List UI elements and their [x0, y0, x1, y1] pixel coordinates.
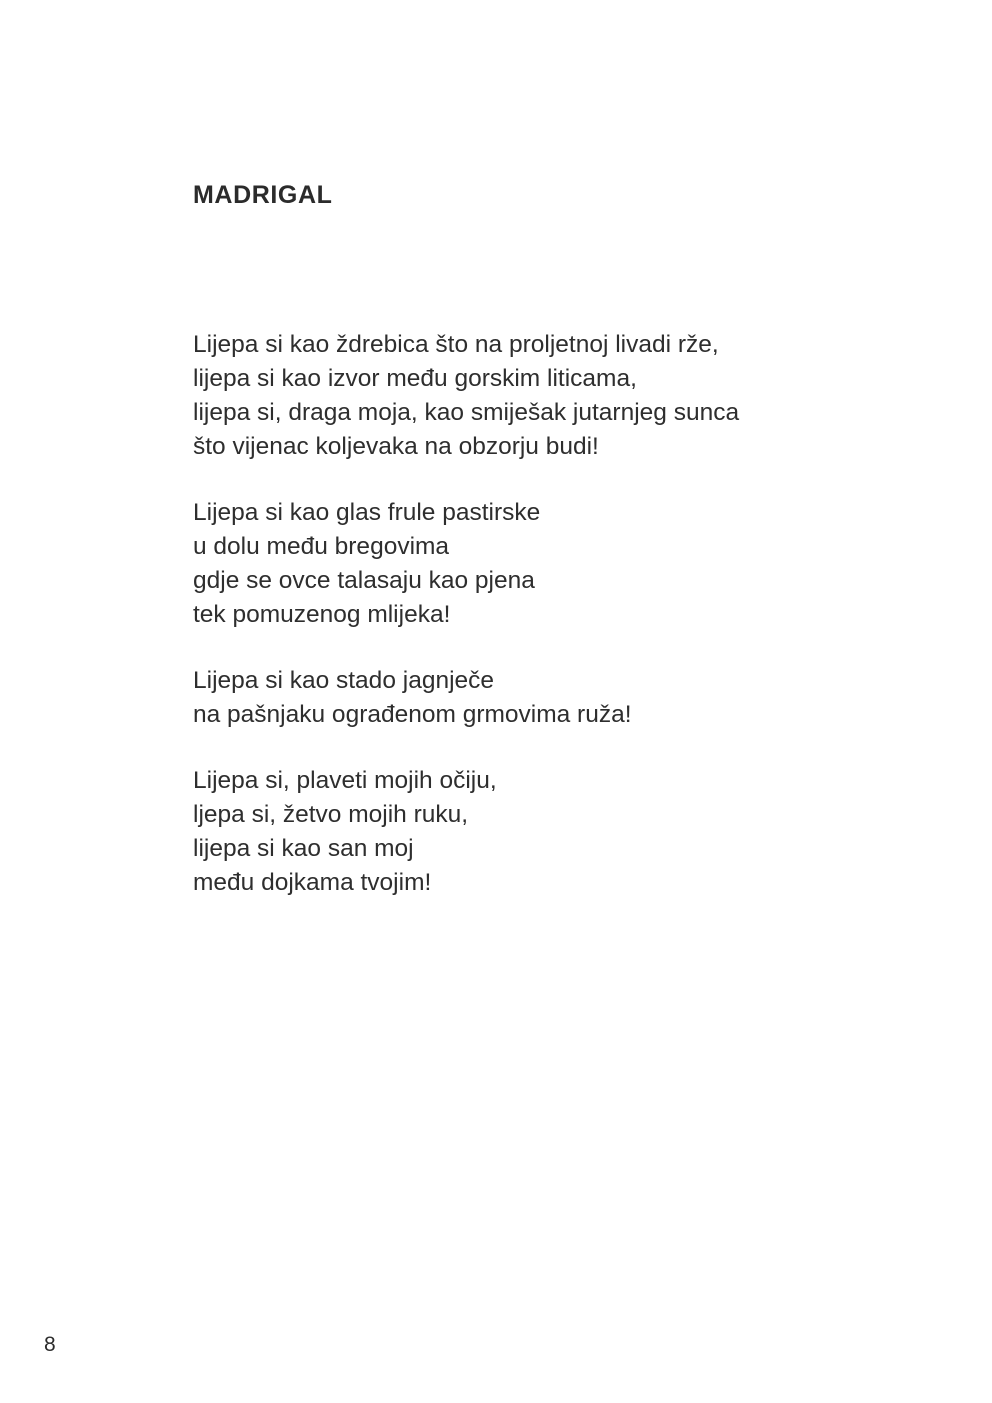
poem-line: lijepa si, draga moja, kao smiješak jutarnjeg sunca [193, 399, 740, 426]
poem-line: gdje se ovce talasaju kao pjena [193, 567, 535, 594]
poem-line: Lijepa si kao ždrebica što na proljetnoj livadi rže, [193, 331, 719, 358]
poem-line: lijepa si kao san moj [193, 835, 414, 862]
poem-line: tek pomuzenog mlijeka! [193, 601, 451, 628]
poem-line: lijepa si kao izvor među gorskim liticama, [193, 365, 637, 392]
poem-line: među dojkama tvojim! [193, 869, 432, 896]
poem-line: na pašnjaku ograđenom grmovima ruža! [193, 701, 632, 728]
poem-line: Lijepa si kao glas frule pastirske [193, 499, 541, 526]
poem-line: u dolu među bregovima [193, 533, 450, 560]
stanza [193, 664, 893, 732]
page-number: 8 [44, 1333, 56, 1356]
poem-line: Lijepa si kao stado jagnječe [193, 667, 495, 694]
poem-body [193, 328, 893, 900]
poem-line: ljepa si, žetvo mojih ruku, [193, 801, 469, 828]
page-title: MADRIGAL [193, 180, 333, 209]
poem-line: Lijepa si, plaveti mojih očiju, [193, 767, 497, 794]
stanza [193, 764, 893, 900]
stanza [193, 496, 893, 632]
stanza [193, 328, 893, 464]
poem-line: što vijenac koljevaka na obzorju budi! [193, 433, 599, 460]
